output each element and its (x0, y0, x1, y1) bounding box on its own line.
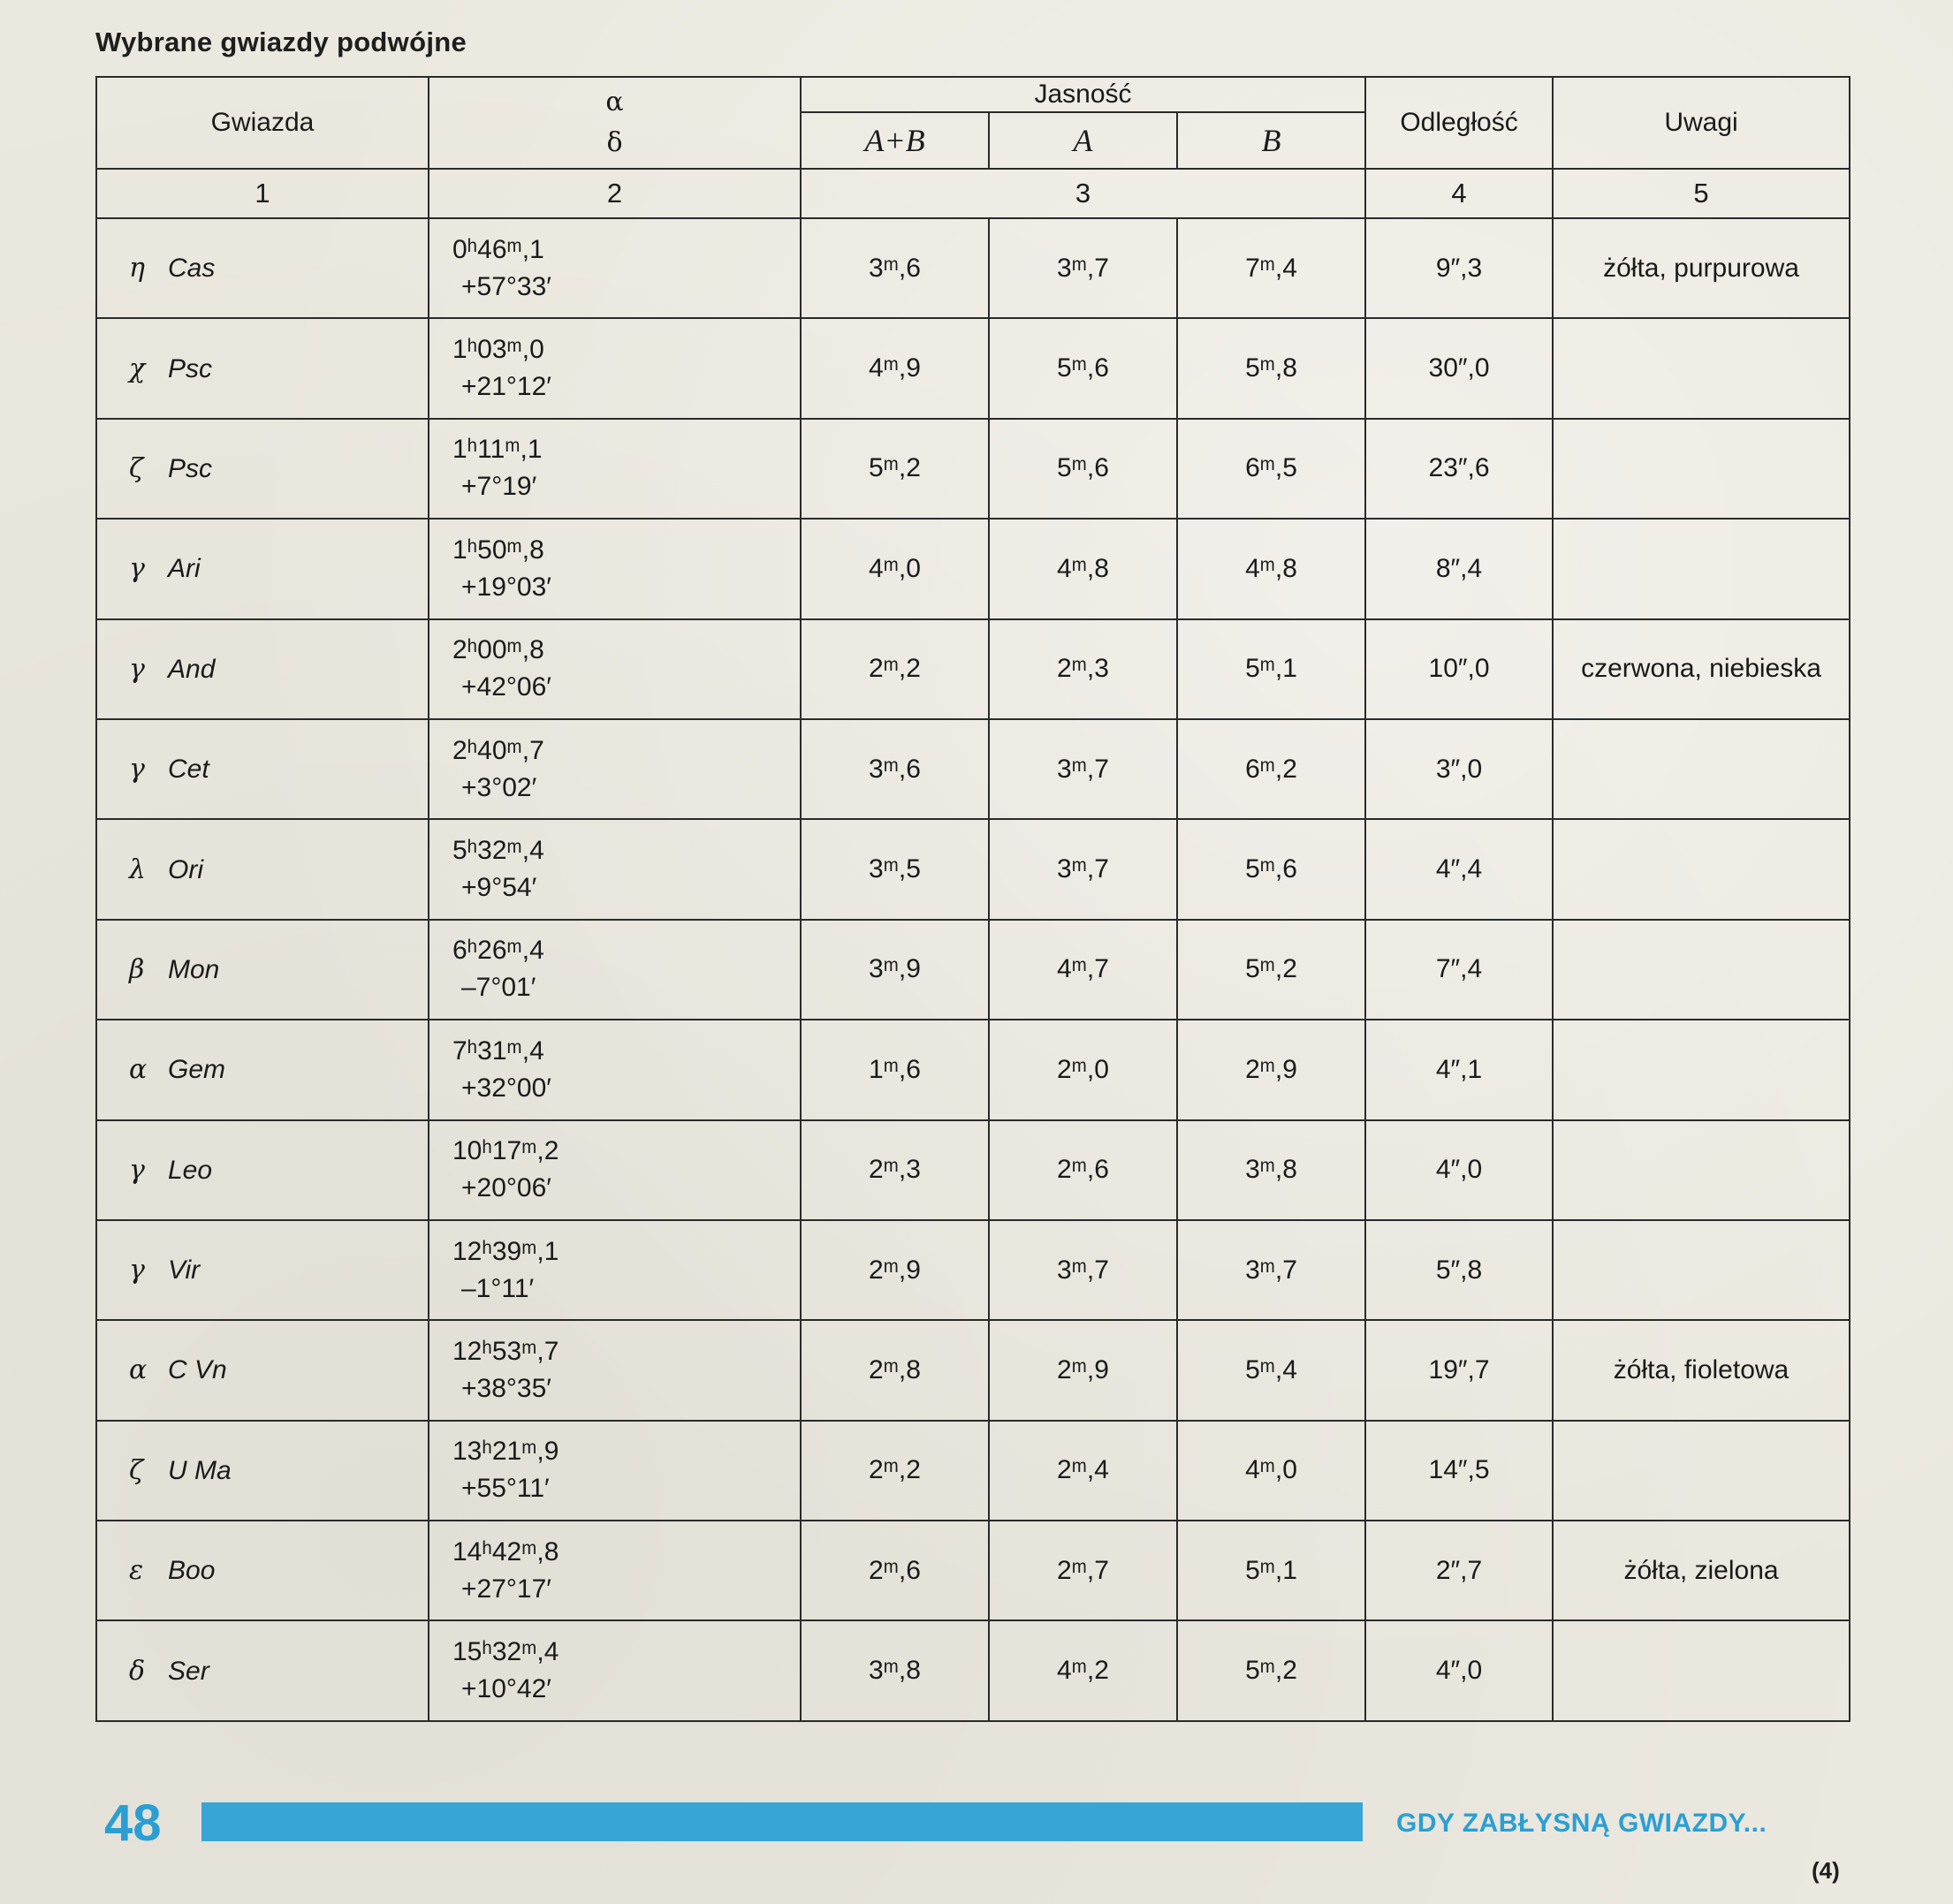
column-number: 4 (1365, 169, 1553, 218)
right-ascension: 12ʰ39ᵐ,1 (452, 1236, 559, 1266)
table-row (96, 419, 1850, 519)
star-constellation: Ari (168, 554, 201, 584)
magnitude-b: 6ᵐ,2 (1177, 719, 1365, 819)
table-row (96, 1020, 1850, 1119)
star-constellation: And (168, 654, 216, 684)
header-row-top (96, 77, 1850, 112)
star-constellation: U Ma (168, 1455, 232, 1485)
star-cell (96, 1620, 429, 1721)
part-number: (4) (1812, 1857, 1840, 1884)
page-title: Wybrane gwiazdy podwójne (95, 27, 467, 57)
magnitude-b: 7ᵐ,4 (1177, 218, 1365, 318)
magnitude-a: 4ᵐ,8 (989, 519, 1177, 618)
right-ascension: 13ʰ21ᵐ,9 (452, 1437, 559, 1467)
right-ascension: 7ʰ31ᵐ,4 (452, 1035, 544, 1066)
table-body (96, 218, 1850, 1721)
magnitude-b: 5ᵐ,6 (1177, 819, 1365, 919)
declination: +27°17′ (461, 1574, 551, 1604)
table-row (96, 619, 1850, 719)
magnitude-combined: 3ᵐ,6 (801, 719, 989, 819)
magnitude-combined: 2ᵐ,3 (801, 1120, 989, 1220)
separation: 5″,8 (1365, 1220, 1553, 1320)
footer-bar (201, 1802, 1363, 1841)
star-greek-letter: γ (129, 653, 145, 685)
declination: +3°02′ (461, 772, 537, 802)
magnitude-b: 5ᵐ,2 (1177, 1620, 1365, 1721)
magnitude-b: 6ᵐ,5 (1177, 419, 1365, 519)
star-greek-letter: β (129, 953, 145, 985)
star-cell (96, 1120, 429, 1220)
star-greek-letter: γ (129, 1154, 145, 1186)
star-cell (96, 1020, 429, 1119)
right-ascension: 1ʰ50ᵐ,8 (452, 535, 544, 565)
magnitude-a: 3ᵐ,7 (989, 719, 1177, 819)
star-cell (96, 1421, 429, 1521)
table-row (96, 218, 1850, 318)
magnitude-b: 5ᵐ,4 (1177, 1320, 1365, 1420)
declination: +21°12′ (461, 372, 551, 402)
star-greek-letter: λ (129, 853, 147, 885)
table-row (96, 1120, 1850, 1220)
separation: 9″,3 (1365, 218, 1553, 318)
star-greek-letter: γ (129, 754, 145, 785)
magnitude-a: 3ᵐ,7 (989, 1220, 1177, 1320)
magnitude-a: 4ᵐ,2 (989, 1620, 1177, 1721)
star-cell (96, 419, 429, 519)
table-row (96, 1620, 1850, 1721)
magnitude-a: 2ᵐ,9 (989, 1320, 1177, 1420)
column-number: 3 (801, 169, 1365, 218)
coordinates-cell (429, 218, 801, 318)
notes-cell (1553, 318, 1850, 418)
magnitude-combined: 2ᵐ,9 (801, 1220, 989, 1320)
declination: +19°03′ (461, 572, 551, 602)
separation: 23″,6 (1365, 419, 1553, 519)
magnitude-b: 3ᵐ,8 (1177, 1120, 1365, 1220)
star-constellation: Ori (168, 854, 203, 884)
star-constellation: Cas (168, 254, 216, 284)
magnitude-combined: 4ᵐ,9 (801, 318, 989, 418)
page-number: 48 (104, 1794, 162, 1852)
star-constellation: Ser (168, 1656, 209, 1686)
magnitude-a: 2ᵐ,7 (989, 1521, 1177, 1620)
notes-cell (1553, 419, 1850, 519)
star-constellation: Psc (168, 453, 213, 483)
magnitude-a: 2ᵐ,4 (989, 1421, 1177, 1521)
separation: 4″,0 (1365, 1620, 1553, 1721)
star-cell (96, 318, 429, 418)
coordinates-cell (429, 719, 801, 819)
star-cell (96, 1320, 429, 1420)
star-greek-letter: ζ (129, 452, 144, 484)
table-row (96, 1421, 1850, 1521)
notes-cell: żółta, fioletowa (1553, 1320, 1850, 1420)
star-greek-letter: α (129, 1054, 148, 1086)
star-constellation: Boo (168, 1556, 216, 1586)
declination: +9°54′ (461, 873, 537, 903)
declination: +32°00′ (461, 1073, 551, 1103)
star-greek-letter: δ (129, 1655, 146, 1687)
magnitude-b: 5ᵐ,1 (1177, 619, 1365, 719)
star-constellation: Vir (168, 1255, 201, 1286)
coordinates-cell (429, 1521, 801, 1620)
star-greek-letter: ζ (129, 1454, 144, 1486)
separation: 4″,0 (1365, 1120, 1553, 1220)
coordinates-cell (429, 1421, 801, 1521)
section-title: GDY ZABŁYSNĄ GWIAZDY... (1396, 1809, 1767, 1838)
declination: +57°33′ (461, 271, 551, 301)
table-row (96, 1220, 1850, 1320)
column-number: 1 (96, 169, 429, 218)
magnitude-combined: 1ᵐ,6 (801, 1020, 989, 1119)
magnitude-combined: 5ᵐ,2 (801, 419, 989, 519)
separation: 4″,4 (1365, 819, 1553, 919)
magnitude-b: 5ᵐ,8 (1177, 318, 1365, 418)
header-distance: Odległość (1365, 77, 1553, 169)
magnitude-a: 2ᵐ,3 (989, 619, 1177, 719)
declination: –7°01′ (461, 973, 536, 1003)
magnitude-a: 2ᵐ,0 (989, 1020, 1177, 1119)
separation: 19″,7 (1365, 1320, 1553, 1420)
magnitude-a: 5ᵐ,6 (989, 419, 1177, 519)
header-delta: δ (606, 127, 623, 158)
separation: 8″,4 (1365, 519, 1553, 618)
coordinates-cell (429, 1620, 801, 1721)
notes-cell (1553, 1120, 1850, 1220)
magnitude-combined: 2ᵐ,6 (801, 1521, 989, 1620)
star-constellation: Mon (168, 954, 220, 984)
table-row (96, 920, 1850, 1020)
column-number: 5 (1553, 169, 1850, 218)
magnitude-combined: 2ᵐ,2 (801, 1421, 989, 1521)
magnitude-a: 4ᵐ,7 (989, 920, 1177, 1020)
double-stars-table-container (95, 76, 1849, 1722)
declination: +20°06′ (461, 1173, 551, 1203)
table-row (96, 819, 1850, 919)
coordinates-cell (429, 519, 801, 618)
declination: +7°19′ (461, 472, 537, 502)
coordinates-cell (429, 1220, 801, 1320)
notes-cell (1553, 920, 1850, 1020)
star-cell (96, 519, 429, 618)
star-greek-letter: η (129, 253, 145, 284)
star-cell (96, 218, 429, 318)
notes-cell (1553, 1620, 1850, 1721)
magnitude-b: 4ᵐ,0 (1177, 1421, 1365, 1521)
star-cell (96, 719, 429, 819)
right-ascension: 1ʰ11ᵐ,1 (452, 435, 543, 465)
magnitude-combined: 4ᵐ,0 (801, 519, 989, 618)
header-notes: Uwagi (1553, 77, 1850, 169)
magnitude-a: 5ᵐ,6 (989, 318, 1177, 418)
coordinates-cell (429, 1320, 801, 1420)
double-stars-table (95, 76, 1850, 1722)
star-greek-letter: γ (129, 553, 145, 585)
separation: 4″,1 (1365, 1020, 1553, 1119)
notes-cell: czerwona, niebieska (1553, 619, 1850, 719)
notes-cell (1553, 519, 1850, 618)
declination: +38°35′ (461, 1373, 551, 1403)
column-number: 2 (429, 169, 801, 218)
header-alpha: α (605, 87, 624, 118)
coordinates-cell (429, 819, 801, 919)
star-greek-letter: α (129, 1354, 148, 1386)
separation: 14″,5 (1365, 1421, 1553, 1521)
header-star: Gwiazda (96, 77, 429, 169)
star-greek-letter: ε (129, 1555, 144, 1587)
column-number-row (96, 169, 1850, 218)
magnitude-combined: 3ᵐ,6 (801, 218, 989, 318)
separation: 10″,0 (1365, 619, 1553, 719)
header-comp-b: B (1177, 112, 1365, 169)
table-row (96, 519, 1850, 618)
notes-cell (1553, 1421, 1850, 1521)
notes-cell: żółta, zielona (1553, 1521, 1850, 1620)
table-row (96, 318, 1850, 418)
table-row (96, 719, 1850, 819)
magnitude-b: 4ᵐ,8 (1177, 519, 1365, 618)
right-ascension: 2ʰ00ᵐ,8 (452, 635, 544, 665)
star-greek-letter: γ (129, 1255, 145, 1286)
right-ascension: 2ʰ40ᵐ,7 (452, 735, 544, 765)
header-combined: A+B (801, 112, 989, 169)
right-ascension: 6ʰ26ᵐ,4 (452, 936, 544, 966)
header-brightness: Jasność (801, 77, 1365, 112)
notes-cell (1553, 1020, 1850, 1119)
separation: 2″,7 (1365, 1521, 1553, 1620)
star-constellation: Gem (168, 1055, 226, 1085)
right-ascension: 15ʰ32ᵐ,4 (452, 1637, 559, 1667)
magnitude-combined: 2ᵐ,8 (801, 1320, 989, 1420)
coordinates-cell (429, 619, 801, 719)
magnitude-a: 2ᵐ,6 (989, 1120, 1177, 1220)
magnitude-combined: 3ᵐ,8 (801, 1620, 989, 1721)
notes-cell (1553, 719, 1850, 819)
star-cell (96, 819, 429, 919)
table-row (96, 1521, 1850, 1620)
right-ascension: 14ʰ42ᵐ,8 (452, 1536, 559, 1566)
star-cell (96, 1521, 429, 1620)
declination: +10°42′ (461, 1674, 551, 1704)
star-cell (96, 619, 429, 719)
star-constellation: C Vn (168, 1355, 227, 1385)
coordinates-cell (429, 1020, 801, 1119)
declination: +42°06′ (461, 672, 551, 702)
magnitude-a: 3ᵐ,7 (989, 819, 1177, 919)
magnitude-a: 3ᵐ,7 (989, 218, 1177, 318)
magnitude-b: 2ᵐ,9 (1177, 1020, 1365, 1119)
star-constellation: Leo (168, 1155, 213, 1185)
magnitude-b: 5ᵐ,2 (1177, 920, 1365, 1020)
coordinates-cell (429, 1120, 801, 1220)
notes-cell (1553, 1220, 1850, 1320)
separation: 3″,0 (1365, 719, 1553, 819)
notes-cell (1553, 819, 1850, 919)
magnitude-combined: 2ᵐ,2 (801, 619, 989, 719)
separation: 30″,0 (1365, 318, 1553, 418)
right-ascension: 5ʰ32ᵐ,4 (452, 836, 544, 866)
declination: –1°11′ (461, 1273, 535, 1303)
coordinates-cell (429, 419, 801, 519)
magnitude-b: 5ᵐ,1 (1177, 1521, 1365, 1620)
coordinates-cell (429, 920, 801, 1020)
star-greek-letter: χ (129, 353, 146, 384)
star-constellation: Cet (168, 755, 209, 785)
star-constellation: Psc (168, 353, 213, 383)
declination: +55°11′ (461, 1474, 550, 1504)
right-ascension: 12ʰ53ᵐ,7 (452, 1336, 559, 1366)
header-coordinates (429, 77, 801, 169)
right-ascension: 10ʰ17ᵐ,2 (452, 1136, 559, 1166)
notes-cell: żółta, purpurowa (1553, 218, 1850, 318)
separation: 7″,4 (1365, 920, 1553, 1020)
magnitude-combined: 3ᵐ,9 (801, 920, 989, 1020)
magnitude-b: 3ᵐ,7 (1177, 1220, 1365, 1320)
star-cell (96, 920, 429, 1020)
right-ascension: 0ʰ46ᵐ,1 (452, 234, 544, 264)
coordinates-cell (429, 318, 801, 418)
right-ascension: 1ʰ03ᵐ,0 (452, 335, 544, 365)
magnitude-combined: 3ᵐ,5 (801, 819, 989, 919)
star-cell (96, 1220, 429, 1320)
header-comp-a: A (989, 112, 1177, 169)
table-row (96, 1320, 1850, 1420)
